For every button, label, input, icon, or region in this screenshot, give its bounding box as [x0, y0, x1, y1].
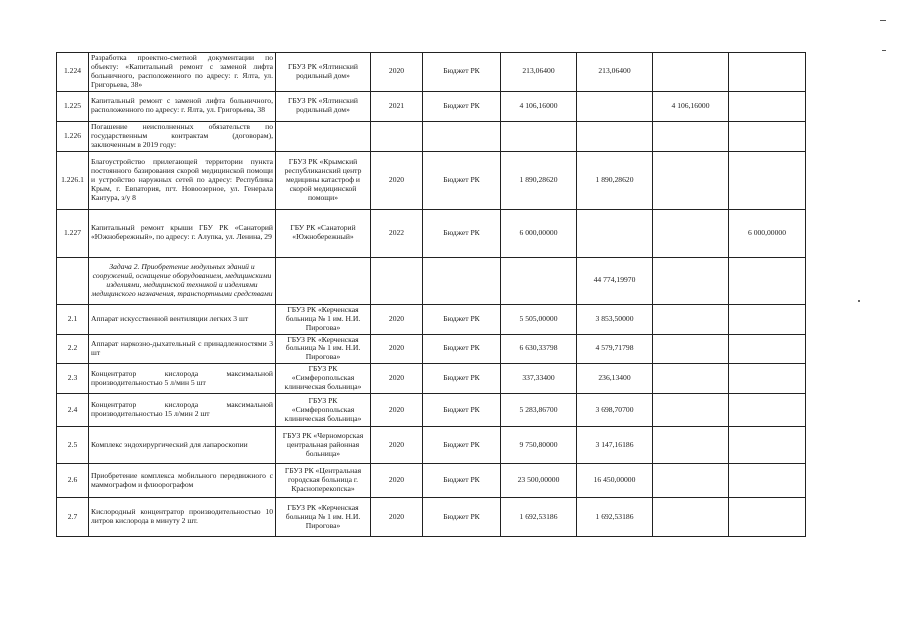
task-heading-cell: Задача 2. Приобретение модульных зданий и сооружений, оснащение оборудованием, медицинскими изделиями, медицинской техникой и изделиями медицинского назначения, транспортными средствами — [89, 257, 276, 304]
amount-2020-cell — [577, 209, 653, 257]
total-amount-cell: 4 106,16000 — [501, 91, 577, 121]
total-amount-cell: 5 283,86700 — [501, 394, 577, 427]
amount-2022-cell: 6 000,00000 — [729, 209, 806, 257]
organization-cell: ГБУЗ РК «Крымский республиканский центр медицины катастроф и скорой медицинской помощи» — [276, 151, 371, 209]
scan-mark — [880, 20, 886, 21]
amount-2020-cell: 3 698,70700 — [577, 394, 653, 427]
row-number-cell: 2.6 — [57, 464, 89, 498]
table-row — [57, 304, 806, 334]
organization-cell: ГБУ РК «Санаторий «Южнобережный» — [276, 209, 371, 257]
funding-source-cell: Бюджет РК — [423, 394, 501, 427]
table-row — [57, 151, 806, 209]
row-number-cell: 2.1 — [57, 304, 89, 334]
total-amount-cell: 213,06400 — [501, 53, 577, 92]
amount-2020-cell: 16 450,00000 — [577, 464, 653, 498]
year-cell: 2020 — [371, 304, 423, 334]
scan-mark — [882, 50, 886, 51]
amount-2021-cell — [653, 427, 729, 464]
total-amount-cell: 23 500,00000 — [501, 464, 577, 498]
amount-2022-cell — [729, 91, 806, 121]
description-cell: Концентратор кислорода максимальной производительностью 15 л/мин 2 шт — [89, 394, 276, 427]
row-number-cell: 1.224 — [57, 53, 89, 92]
description-cell: Аппарат наркозно-дыхательный с принадлежностями 3 шт — [89, 334, 276, 364]
amount-2022-cell — [729, 464, 806, 498]
table-row — [57, 53, 806, 92]
row-number-cell: 2.5 — [57, 427, 89, 464]
row-number-cell: 2.4 — [57, 394, 89, 427]
year-cell: 2020 — [371, 334, 423, 364]
row-number-cell: 1.226 — [57, 121, 89, 151]
funding-source-cell: Бюджет РК — [423, 151, 501, 209]
amount-2022-cell — [729, 364, 806, 394]
table-row — [57, 464, 806, 498]
year-cell: 2022 — [371, 209, 423, 257]
amount-2022-cell — [729, 53, 806, 92]
funding-source-cell: Бюджет РК — [423, 91, 501, 121]
total-amount-cell: 9 750,80000 — [501, 427, 577, 464]
amount-2021-cell — [653, 121, 729, 151]
total-amount-cell: 1 890,28620 — [501, 151, 577, 209]
description-cell: Капитальный ремонт крыши ГБУ РК «Санаторий «Южнобережный», по адресу: г. Алупка, ул. Ленина, 29 — [89, 209, 276, 257]
amount-2022-cell — [729, 427, 806, 464]
table-row — [57, 364, 806, 394]
amount-2022-cell — [729, 498, 806, 537]
description-cell: Капитальный ремонт с заменой лифта больничного, расположенного по адресу: г. Ялта, ул. Григорьева, 38 — [89, 91, 276, 121]
amount-2020-cell: 1 692,53186 — [577, 498, 653, 537]
funding-source-cell: Бюджет РК — [423, 364, 501, 394]
amount-2022-cell — [729, 121, 806, 151]
amount-2020-cell — [577, 91, 653, 121]
funding-source-cell — [423, 121, 501, 151]
amount-2020-cell: 3 147,16186 — [577, 427, 653, 464]
organization-cell: ГБУЗ РК «Симферопольская клиническая больница» — [276, 364, 371, 394]
row-number-cell: 2.7 — [57, 498, 89, 537]
table-row — [57, 209, 806, 257]
total-amount-cell — [501, 121, 577, 151]
description-cell: Комплекс эндохирургический для лапароскопии — [89, 427, 276, 464]
year-cell — [371, 257, 423, 304]
amount-2021-cell — [653, 304, 729, 334]
organization-cell: ГБУЗ РК «Керченская больница № 1 им. Н.И. Пирогова» — [276, 334, 371, 364]
year-cell: 2020 — [371, 498, 423, 537]
amount-2021-cell — [653, 364, 729, 394]
total-amount-cell: 6 000,00000 — [501, 209, 577, 257]
row-number-cell — [57, 257, 89, 304]
amount-2021-cell — [653, 209, 729, 257]
amount-2022-cell — [729, 257, 806, 304]
table-row — [57, 121, 806, 151]
funding-source-cell: Бюджет РК — [423, 464, 501, 498]
funding-source-cell: Бюджет РК — [423, 209, 501, 257]
scan-mark — [858, 300, 860, 302]
year-cell: 2020 — [371, 364, 423, 394]
year-cell — [371, 121, 423, 151]
description-cell: Аппарат искусственной вентиляции легких 3 шт — [89, 304, 276, 334]
source-cell — [423, 257, 501, 304]
organization-cell: ГБУЗ РК «Керченская больница № 1 им. Н.И. Пирогова» — [276, 498, 371, 537]
amount-2021-cell: 4 106,16000 — [653, 91, 729, 121]
total-amount-cell: 6 630,33798 — [501, 334, 577, 364]
funding-source-cell: Бюджет РК — [423, 334, 501, 364]
amount-2022-cell — [729, 394, 806, 427]
task-heading-row — [57, 257, 806, 304]
amount-2021-cell — [653, 464, 729, 498]
organization-cell: ГБУЗ РК «Черноморская центральная районная больница» — [276, 427, 371, 464]
description-cell: Концентратор кислорода максимальной производительностью 5 л/мин 5 шт — [89, 364, 276, 394]
year-cell: 2020 — [371, 53, 423, 92]
total-amount-cell: 5 505,00000 — [501, 304, 577, 334]
row-number-cell: 1.227 — [57, 209, 89, 257]
table-row — [57, 498, 806, 537]
description-cell: Приобретение комплекса мобильного передвижного с маммографом и флюорографом — [89, 464, 276, 498]
amount-2020-cell: 3 853,50000 — [577, 304, 653, 334]
amount-2021-cell — [653, 498, 729, 537]
funding-source-cell: Бюджет РК — [423, 498, 501, 537]
row-number-cell: 2.2 — [57, 334, 89, 364]
table-row — [57, 91, 806, 121]
description-cell: Разработка проектно-сметной документации по объекту: «Капитальный ремонт с заменой лифта больничного, расположенного по адресу: г. Ялта, ул. Григорьева, 38» — [89, 53, 276, 92]
funding-source-cell: Бюджет РК — [423, 427, 501, 464]
organization-cell: ГБУЗ РК «Керченская больница № 1 им. Н.И. Пирогова» — [276, 304, 371, 334]
description-cell: Кислородный концентратор производительностью 10 литров кислорода в минуту 2 шт. — [89, 498, 276, 537]
organization-cell: ГБУЗ РК «Центральная городская больница г. Красноперекопска» — [276, 464, 371, 498]
amount-2021-cell — [653, 53, 729, 92]
year-cell: 2021 — [371, 91, 423, 121]
amount-2020-cell: 236,13400 — [577, 364, 653, 394]
amount-2022-cell — [729, 334, 806, 364]
org-cell — [276, 257, 371, 304]
amount-2020-cell — [577, 121, 653, 151]
organization-cell — [276, 121, 371, 151]
funding-source-cell: Бюджет РК — [423, 53, 501, 92]
total-amount-cell: 337,33400 — [501, 364, 577, 394]
table-body — [57, 53, 806, 537]
year-cell: 2020 — [371, 394, 423, 427]
table-row — [57, 427, 806, 464]
row-number-cell: 1.225 — [57, 91, 89, 121]
total-amount-cell: 1 692,53186 — [501, 498, 577, 537]
amount-2021-cell — [653, 151, 729, 209]
year-cell: 2020 — [371, 151, 423, 209]
amount-2021-cell — [653, 257, 729, 304]
amount-2021-cell — [653, 394, 729, 427]
organization-cell: ГБУЗ РК «Ялтинский родильный дом» — [276, 53, 371, 92]
table-row — [57, 394, 806, 427]
amount-2020-cell: 213,06400 — [577, 53, 653, 92]
budget-table — [56, 52, 806, 537]
description-cell: Погашение неисполненных обязательств по государственным контрактам (договорам), заключенным в 2019 году: — [89, 121, 276, 151]
organization-cell: ГБУЗ РК «Симферопольская клиническая больница» — [276, 394, 371, 427]
year-cell: 2020 — [371, 464, 423, 498]
amount-2022-cell — [729, 304, 806, 334]
amount-2020-cell: 44 774,19970 — [577, 257, 653, 304]
funding-source-cell: Бюджет РК — [423, 304, 501, 334]
amount-2021-cell — [653, 334, 729, 364]
amount-2022-cell — [729, 151, 806, 209]
description-cell: Благоустройство прилегающей территории пункта постоянного базирования скорой медицинской помощи и устройство наружных сетей по адресу: Республика Крым, г. Евпатория, пгт. Новоозерное, ул. Генерала Кантура, з/у 8 — [89, 151, 276, 209]
amount-2020-cell: 1 890,28620 — [577, 151, 653, 209]
amount-2020-cell: 4 579,71798 — [577, 334, 653, 364]
row-number-cell: 2.3 — [57, 364, 89, 394]
year-cell: 2020 — [371, 427, 423, 464]
table-row — [57, 334, 806, 364]
organization-cell: ГБУЗ РК «Ялтинский родильный дом» — [276, 91, 371, 121]
total-cell — [501, 257, 577, 304]
row-number-cell: 1.226.1 — [57, 151, 89, 209]
